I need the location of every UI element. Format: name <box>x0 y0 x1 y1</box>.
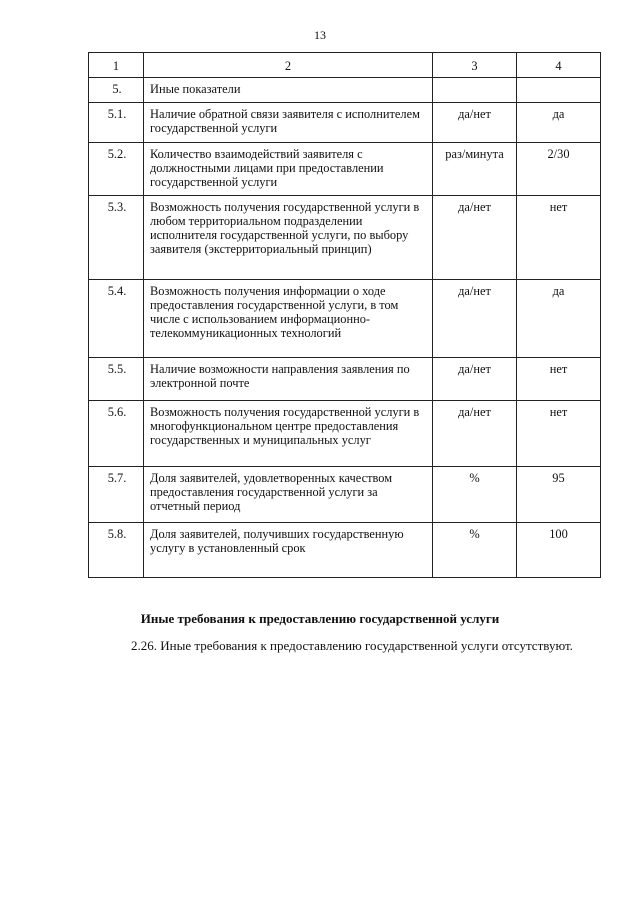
indicators-table <box>88 52 601 578</box>
row-number: 5. <box>89 78 144 103</box>
row-indicator: Возможность получения информации о ходе предоставления государственной услуги, в том числе с использованием информационно-телекоммуникационных технологий <box>144 280 433 358</box>
row-indicator: Иные показатели <box>144 78 433 103</box>
row-indicator: Возможность получения государственной услуги в многофункциональном центре предоставления государственных и муниципальных услуг <box>144 401 433 467</box>
body-paragraph: 2.26. Иные требования к предоставлению государственной услуги отсутствуют. <box>131 638 573 653</box>
row-indicator: Количество взаимодействий заявителя с должностными лицами при предоставлении государственной услуги <box>144 143 433 196</box>
row-unit: раз/минута <box>433 143 517 196</box>
row-number: 5.1. <box>89 103 144 143</box>
row-unit: % <box>433 467 517 523</box>
table-row <box>89 280 601 358</box>
column-header: 3 <box>433 53 517 78</box>
row-unit: да/нет <box>433 280 517 358</box>
row-indicator: Доля заявителей, удовлетворенных качеством предоставления государственной услуги за отчетный период <box>144 467 433 523</box>
row-indicator: Доля заявителей, получивших государственную услугу в установленный срок <box>144 523 433 578</box>
row-unit <box>433 78 517 103</box>
row-value: да <box>517 103 601 143</box>
page-number: 13 <box>314 28 326 42</box>
table-row <box>89 143 601 196</box>
row-number: 5.2. <box>89 143 144 196</box>
row-unit: да/нет <box>433 401 517 467</box>
table-header-row <box>89 53 601 78</box>
column-header: 1 <box>89 53 144 78</box>
row-number: 5.5. <box>89 358 144 401</box>
row-indicator: Наличие обратной связи заявителя с исполнителем государственной услуги <box>144 103 433 143</box>
row-unit: % <box>433 523 517 578</box>
row-value: 95 <box>517 467 601 523</box>
row-value: нет <box>517 401 601 467</box>
table-row <box>89 358 601 401</box>
row-indicator: Возможность получения государственной услуги в любом территориальном подразделении исполнителя государственной услуги, по выбору заявителя (экстерриториальный принцип) <box>144 196 433 280</box>
table-row <box>89 78 601 103</box>
row-value <box>517 78 601 103</box>
row-unit: да/нет <box>433 196 517 280</box>
row-number: 5.8. <box>89 523 144 578</box>
row-value: нет <box>517 358 601 401</box>
row-number: 5.6. <box>89 401 144 467</box>
table-row <box>89 467 601 523</box>
row-value: нет <box>517 196 601 280</box>
row-value: 2/30 <box>517 143 601 196</box>
column-header: 4 <box>517 53 601 78</box>
table-row <box>89 523 601 578</box>
column-header: 2 <box>144 53 433 78</box>
row-unit: да/нет <box>433 358 517 401</box>
row-indicator: Наличие возможности направления заявления по электронной почте <box>144 358 433 401</box>
row-value: 100 <box>517 523 601 578</box>
row-unit: да/нет <box>433 103 517 143</box>
row-number: 5.4. <box>89 280 144 358</box>
table-row <box>89 196 601 280</box>
section-heading: Иные требования к предоставлению государственной услуги <box>140 611 500 626</box>
table-row <box>89 401 601 467</box>
table-row <box>89 103 601 143</box>
row-number: 5.3. <box>89 196 144 280</box>
row-value: да <box>517 280 601 358</box>
row-number: 5.7. <box>89 467 144 523</box>
